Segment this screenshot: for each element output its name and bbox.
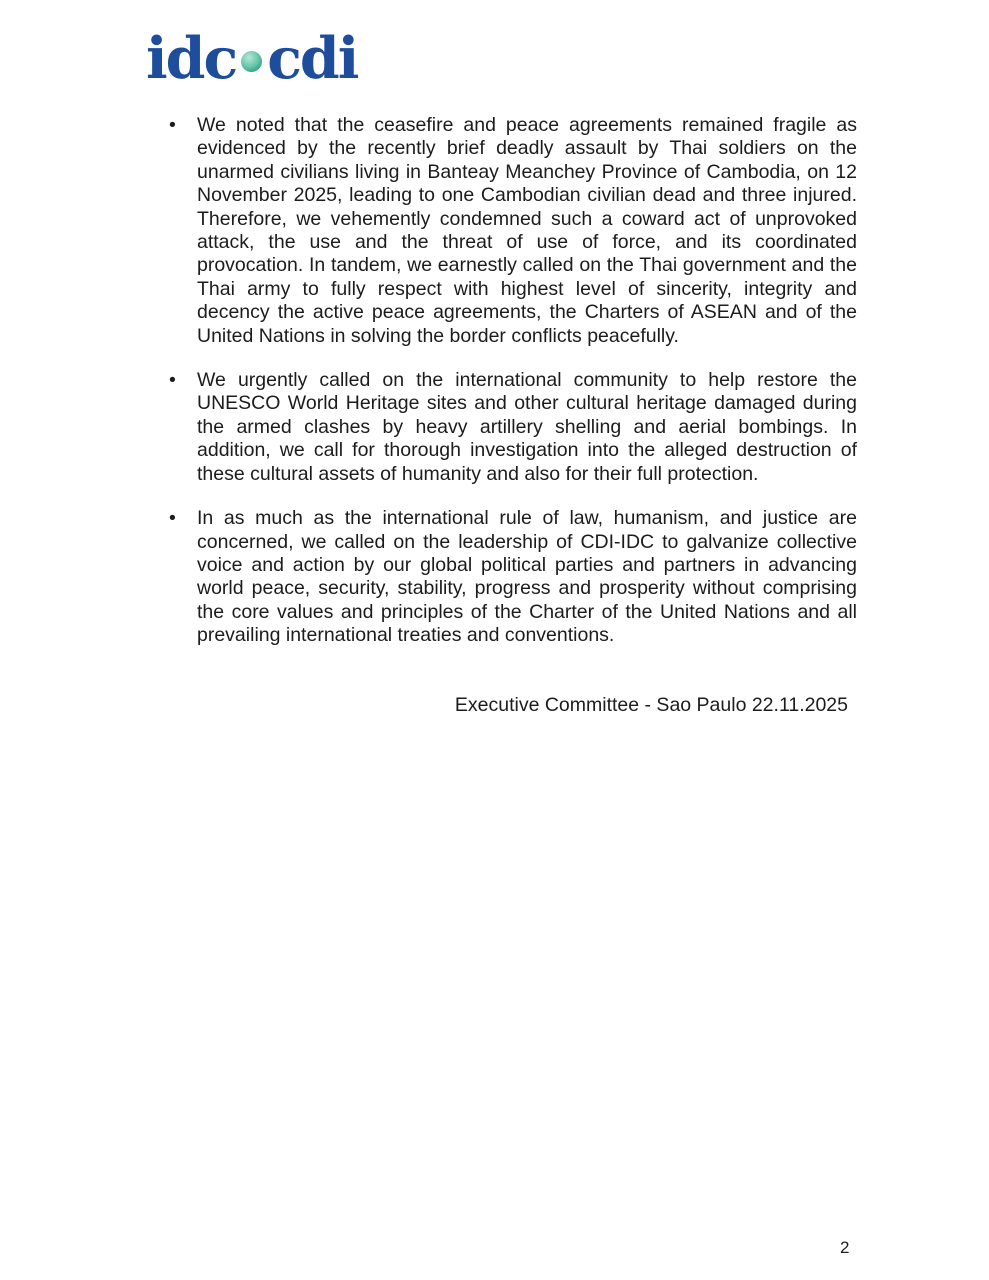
idc-cdi-logo: [146, 25, 358, 92]
signature-line: Executive Committee - Sao Paulo 22.11.2025: [454, 693, 848, 716]
logo-text-idc: idc: [146, 25, 237, 92]
logo-dot-icon: [241, 51, 262, 72]
bullet-text: In as much as the international rule of law, humanism, and justice are concerned, we called on the leadership of CDI-IDC to galvanize collective voice and action by our global political parties and partners in advancing world peace, security, stability, progress and prosperity without comprising the core values and principles of the Charter of the United Nations and all prevailing international treaties and conventions.: [197, 507, 857, 647]
document-body: [167, 114, 857, 717]
bullet-text: We noted that the ceasefire and peace agreements remained fragile as evidenced by the recently brief deadly assault by Thai soldiers on the unarmed civilians living in Banteay Meanchey Province of Cambodia, on 12 November 2025, leading to one Cambodian civilian dead and three injured. Therefore, we vehemently condemned such a coward act of unprovoked attack, the use and the threat of use of force, and its coordinated provocation. In tandem, we earnestly called on the Thai government and the Thai army to fully respect with highest level of sincerity, integrity and decency the active peace agreements, the Charters of ASEAN and of the United Nations in solving the border conflicts peacefully.: [197, 114, 857, 347]
bullet-icon: •: [169, 114, 176, 136]
bullet-item-unesco: [167, 369, 857, 486]
bullet-icon: •: [169, 507, 176, 530]
logo-text-cdi: cdi: [267, 25, 358, 92]
bullet-list: [167, 114, 857, 648]
bullet-text: We urgently called on the international community to help restore the UNESCO World Heritage sites and other cultural heritage damaged during the armed clashes by heavy artillery shelling and aerial bombings. In addition, we call for thorough investigation into the alleged destruction of these cultural assets of humanity and also for their full protection.: [197, 369, 857, 485]
bullet-item-rule-of-law: [167, 507, 857, 647]
page-number: 2: [840, 1238, 850, 1257]
bullet-item-ceasefire: [167, 114, 857, 348]
bullet-icon: •: [169, 369, 176, 392]
